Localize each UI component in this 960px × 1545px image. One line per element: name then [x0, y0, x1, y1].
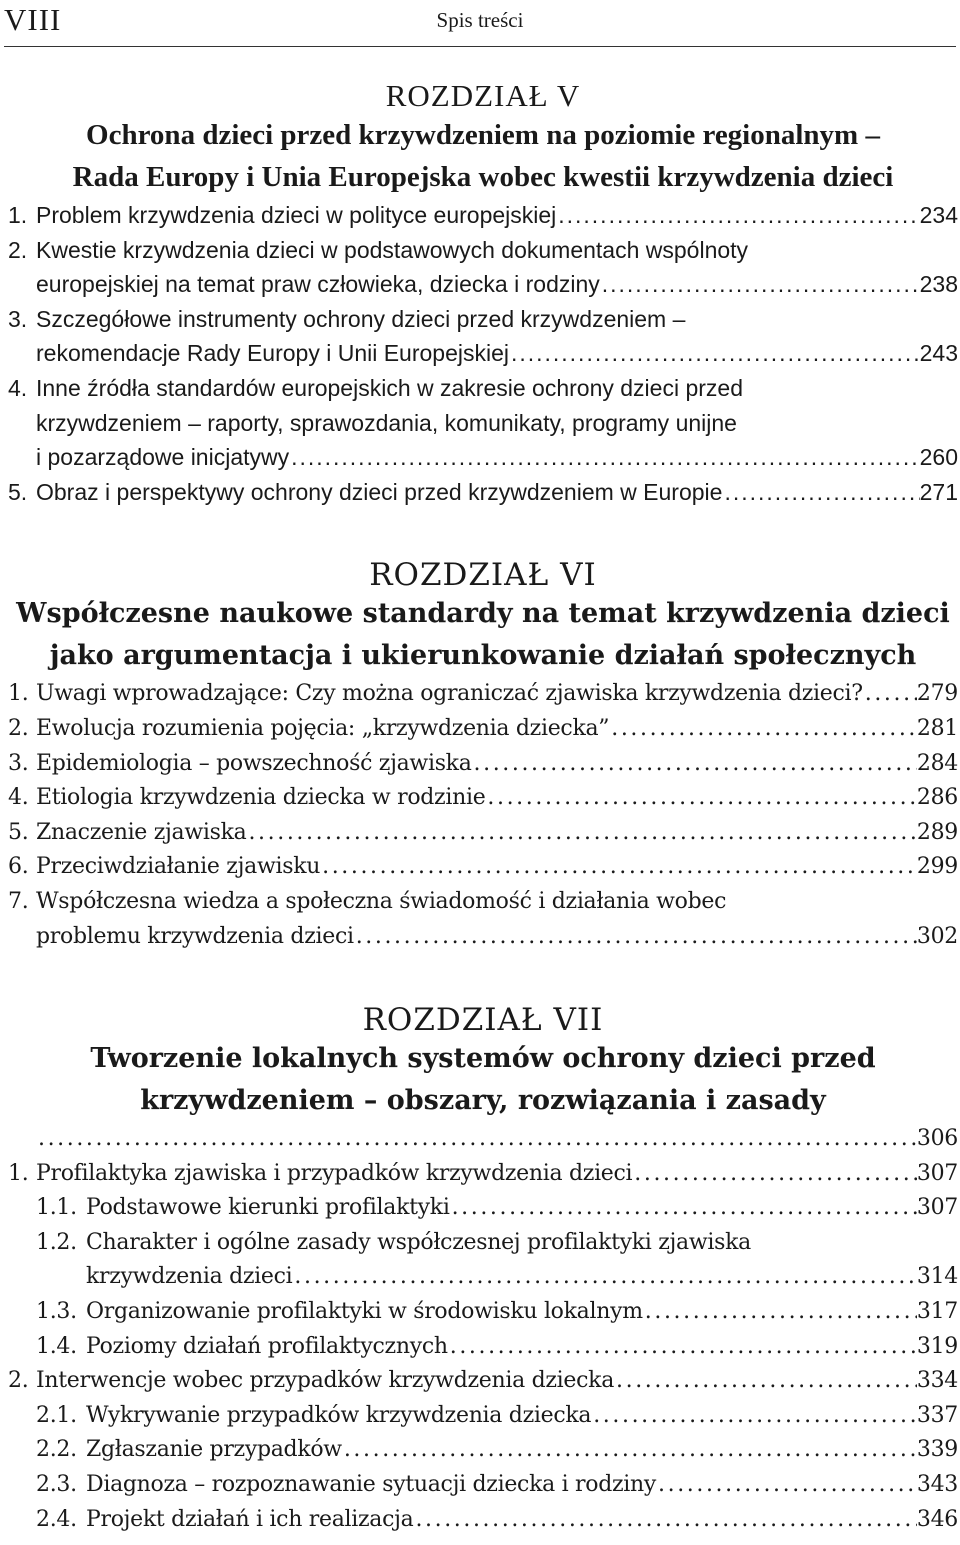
dot-leader [485, 781, 916, 816]
toc-entry-text: europejskiej na temat praw człowieka, dziecka i rodziny [36, 271, 600, 298]
toc-page-number: 346 [916, 1506, 958, 1532]
toc-entry-text: Szczegółowe instrumenty ochrony dzieci przed krzywdzeniem – [36, 305, 686, 332]
chapter-section [8, 78, 958, 509]
toc-page-number: 307 [916, 1160, 958, 1186]
dot-leader [320, 850, 917, 885]
toc-entry-line [8, 267, 958, 302]
toc-entry-text: Znaczenie zjawiska [36, 819, 247, 845]
toc-entry-line [8, 302, 958, 337]
toc-entry[interactable] [8, 371, 958, 475]
toc-entry-text: Organizowanie profilaktyki w środowisku lokalnym [86, 1299, 643, 1325]
toc-entry-text: Uwagi wprowadzające: Czy można ograniczać zjawiska krzywdzenia dzieci? [36, 681, 863, 707]
toc-entry-number: 2.1. [36, 1402, 77, 1428]
page-header [0, 0, 960, 46]
toc-entry-text: Diagnoza – rozpoznawanie sytuacji dziecka i rodziny [86, 1472, 657, 1498]
toc-list [8, 677, 958, 954]
toc-entry-number: 3. [8, 305, 28, 332]
toc-entry-text: Etiologia krzywdzenia dziecka w rodzinie [36, 785, 486, 811]
toc-entry-line [8, 712, 958, 747]
toc-page-number: 307 [916, 1195, 958, 1221]
toc-entry-text: Podstawowe kierunki profilaktyki [86, 1195, 450, 1221]
toc-entry-number: 4. [8, 785, 29, 811]
toc-entry-line [8, 1399, 958, 1434]
toc-entry-line [8, 1260, 958, 1295]
dot-leader [656, 1468, 917, 1503]
toc-entry-text: Problem krzywdzenia dzieci w polityce europejskiej [36, 202, 557, 228]
dot-leader [722, 475, 919, 510]
toc-entry-number: 1.1. [36, 1195, 77, 1221]
dot-leader [614, 1364, 917, 1399]
toc-page-number: 306 [916, 1126, 958, 1152]
toc-entry-number: 1.3. [36, 1299, 77, 1325]
toc-entry-text: Epidemiologia – powszechność zjawiska [36, 750, 472, 776]
toc-entry-line [8, 781, 958, 816]
toc-entry-number: 4. [8, 374, 28, 401]
toc-entry[interactable] [8, 816, 958, 851]
toc-page-number: 334 [916, 1368, 958, 1394]
toc-entry[interactable] [8, 475, 958, 510]
dot-leader [342, 1433, 917, 1468]
toc-entry-number: 2.2. [36, 1437, 77, 1463]
dot-leader [292, 1260, 917, 1295]
toc-list [8, 198, 958, 509]
toc-entry-line [8, 440, 958, 475]
chapter-title-line: jako argumentacja i ukierunkowanie działań społecznych [49, 640, 917, 672]
toc-entry-text: Ewolucja rozumienia pojęcia: „krzywdzenia dziecka” [36, 715, 610, 741]
toc-entry-line [8, 1503, 958, 1538]
toc-entry[interactable] [8, 1468, 958, 1503]
chapter-label: ROZDZIAŁ VI [369, 557, 597, 594]
dot-leader [354, 920, 917, 955]
toc-entry-line [8, 475, 958, 510]
chapter-title-line: Współczesne naukowe standardy na temat krzywdzenia dzieci [16, 598, 950, 630]
dot-leader [591, 1399, 917, 1434]
toc-entry-text: Współczesna wiedza a społeczna świadomość i działania wobec [36, 888, 727, 914]
toc-page-number: 286 [916, 785, 958, 811]
dot-leader [863, 677, 917, 712]
table-of-contents [8, 78, 958, 1537]
toc-entry-text: Interwencje wobec przypadków krzywdzenia dziecka [36, 1368, 615, 1394]
toc-entry[interactable] [8, 1122, 958, 1157]
toc-entry-number: 5. [8, 478, 28, 505]
toc-entry-line [8, 233, 958, 268]
toc-entry-number: 6. [8, 854, 29, 880]
toc-entry-line [8, 920, 958, 955]
toc-entry[interactable] [8, 1364, 958, 1399]
toc-page-number: 260 [919, 444, 958, 471]
toc-entry-line [8, 747, 958, 782]
toc-page-number: 289 [916, 819, 958, 845]
toc-entry-line [8, 1191, 958, 1226]
dot-leader [509, 336, 920, 371]
toc-page-number: 284 [916, 750, 958, 776]
toc-entry-text: Projekt działań i ich realizacja [86, 1506, 414, 1532]
toc-entry[interactable] [8, 1295, 958, 1330]
toc-entry-number: 3. [8, 750, 29, 776]
toc-entry[interactable] [8, 1330, 958, 1365]
toc-entry-line [8, 406, 958, 441]
chapter-title-line: krzywdzeniem – obszary, rozwiązania i zasady [140, 1085, 826, 1117]
page-number: VIII [4, 2, 62, 37]
toc-entry-line [8, 677, 958, 712]
toc-entry[interactable] [8, 712, 958, 747]
toc-entry-line [8, 1157, 958, 1192]
toc-entry[interactable] [8, 781, 958, 816]
toc-page-number: 314 [916, 1264, 958, 1290]
toc-entry-number: 1. [8, 202, 28, 228]
toc-page-number: 339 [916, 1437, 958, 1463]
toc-entry-number: 1. [8, 1160, 29, 1186]
toc-entry-number: 2. [8, 236, 28, 263]
dot-leader [289, 440, 920, 475]
toc-entry-text: Poziomy działań profilaktycznych [86, 1333, 448, 1359]
toc-entry[interactable] [8, 1191, 958, 1226]
toc-entry-text: krzywdzenia dzieci [86, 1264, 293, 1290]
dot-leader [36, 1122, 917, 1157]
toc-page-number: 238 [919, 271, 958, 298]
toc-page-number: 279 [916, 681, 958, 707]
toc-entry-text: Kwestie krzywdzenia dzieci w podstawowych dokumentach wspólnoty [36, 236, 749, 263]
toc-page-number: 243 [919, 340, 958, 367]
toc-entry-line [8, 885, 958, 920]
running-title: Spis treści [436, 8, 524, 32]
toc-entry-number: 1.2. [36, 1229, 77, 1255]
toc-entry[interactable] [8, 198, 958, 233]
toc-entry-line [8, 1468, 958, 1503]
dot-leader [632, 1157, 917, 1192]
dot-leader [450, 1191, 917, 1226]
chapter-title-line: Rada Europy i Unia Europejska wobec kwestii krzywdzenia dzieci [72, 161, 894, 193]
toc-entry-number: 2. [8, 715, 29, 741]
toc-entry-text: Profilaktyka zjawiska i przypadków krzywdzenia dzieci [36, 1160, 633, 1186]
dot-leader [413, 1503, 916, 1538]
toc-page-number: 317 [916, 1299, 958, 1325]
toc-entry[interactable] [8, 885, 958, 954]
toc-entry-text: Charakter i ogólne zasady współczesnej profilaktyki zjawiska [86, 1229, 751, 1255]
toc-entry-line [8, 1122, 958, 1157]
toc-entry-text: Przeciwdziałanie zjawisku [36, 854, 321, 880]
toc-entry-line [8, 816, 958, 851]
toc-entry[interactable] [8, 1503, 958, 1538]
chapter-title-line: Ochrona dzieci przed krzywdzeniem na poziomie regionalnym – [86, 119, 880, 151]
chapter-label: ROZDZIAŁ V [385, 78, 581, 113]
toc-entry-text: problemu krzywdzenia dzieci [36, 923, 354, 949]
dot-leader [609, 712, 917, 747]
toc-entry-line [8, 198, 958, 233]
toc-entry[interactable] [8, 1157, 958, 1192]
toc-entry[interactable] [8, 1226, 958, 1295]
dot-leader [472, 747, 917, 782]
toc-page-number: 234 [919, 202, 958, 228]
dot-leader [448, 1330, 917, 1365]
toc-page-number: 281 [916, 715, 958, 741]
toc-entry-number: 5. [8, 819, 29, 845]
toc-entry-number: 2.3. [36, 1472, 77, 1498]
toc-list [8, 1122, 958, 1537]
toc-entry[interactable] [8, 233, 958, 302]
header-rule [4, 46, 956, 47]
toc-entry-line [8, 1295, 958, 1330]
toc-entry-number: 1. [8, 681, 29, 707]
toc-entry-text: Inne źródła standardów europejskich w zakresie ochrony dzieci przed [36, 374, 743, 401]
chapter-heading [8, 557, 958, 677]
toc-entry-text: Obraz i perspektywy ochrony dzieci przed krzywdzeniem w Europie [36, 478, 723, 505]
toc-page-number: 302 [916, 923, 958, 949]
toc-entry[interactable] [8, 1399, 958, 1434]
toc-page-number: 319 [916, 1333, 958, 1359]
toc-entry[interactable] [8, 850, 958, 885]
toc-entry-line [8, 1433, 958, 1468]
dot-leader [600, 267, 920, 302]
toc-entry-number: 2. [8, 1368, 29, 1394]
toc-entry-text: Zgłaszanie przypadków [86, 1437, 342, 1463]
chapter-title-line: Tworzenie lokalnych systemów ochrony dzieci przed [90, 1043, 876, 1075]
chapter-label: ROZDZIAŁ VII [362, 1002, 604, 1039]
toc-page-number: 299 [916, 854, 958, 880]
toc-entry-text: i pozarządowe inicjatywy [36, 444, 290, 471]
toc-entry-text: krzywdzeniem – raporty, sprawozdania, komunikaty, programy unijne [36, 409, 737, 436]
toc-entry-number: 7. [8, 888, 29, 914]
toc-entry-number: 1.4. [36, 1333, 77, 1359]
toc-entry[interactable] [8, 1433, 958, 1468]
dot-leader [556, 198, 919, 233]
chapter-heading [8, 78, 958, 198]
toc-entry-line [8, 1364, 958, 1399]
toc-entry-text: rekomendacje Rady Europy i Unii Europejskiej [36, 340, 510, 367]
toc-entry-line [8, 371, 958, 406]
toc-entry[interactable] [8, 747, 958, 782]
toc-entry[interactable] [8, 302, 958, 371]
toc-page-number: 343 [916, 1472, 958, 1498]
chapter-section [8, 1002, 958, 1537]
toc-entry-line [8, 1330, 958, 1365]
chapter-section [8, 557, 958, 954]
toc-page-number: 271 [919, 478, 958, 505]
toc-entry-number: 2.4. [36, 1506, 77, 1532]
toc-page-number: 337 [916, 1402, 958, 1428]
toc-entry[interactable] [8, 677, 958, 712]
toc-entry-line [8, 850, 958, 885]
toc-entry-text: Wykrywanie przypadków krzywdzenia dziecka [86, 1402, 592, 1428]
dot-leader [246, 816, 916, 851]
toc-entry-line [8, 336, 958, 371]
toc-entry-line [8, 1226, 958, 1261]
dot-leader [643, 1295, 917, 1330]
chapter-heading [8, 1002, 958, 1122]
